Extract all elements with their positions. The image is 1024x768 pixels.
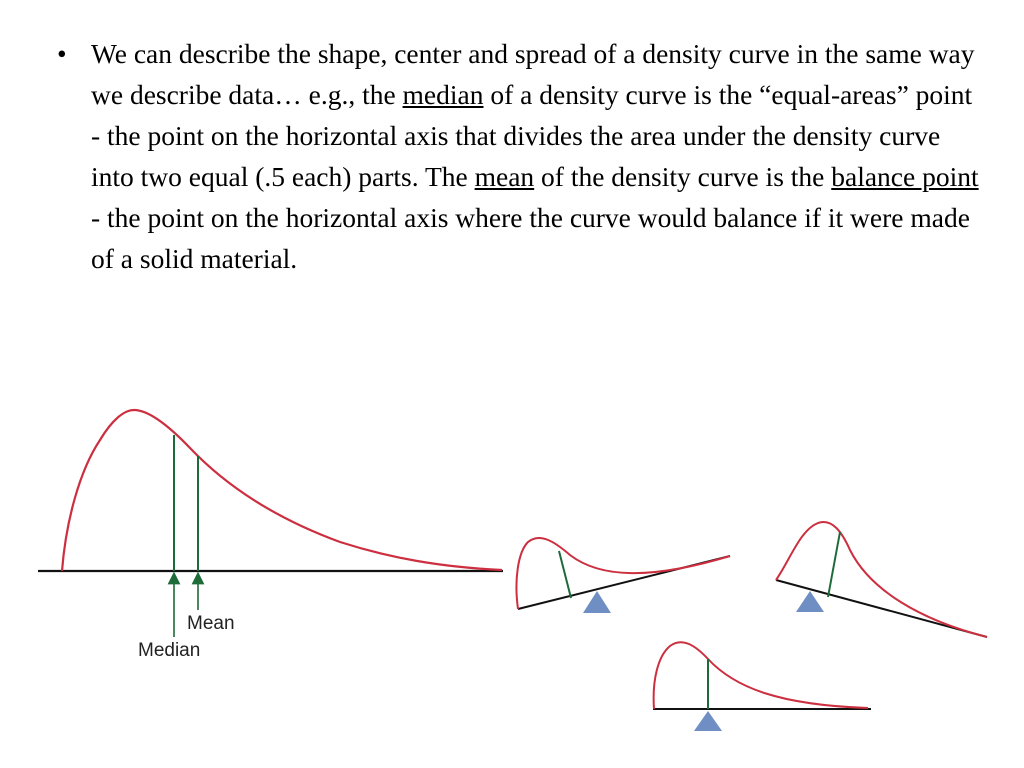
balanced-figure [653, 642, 871, 731]
balanced-fulcrum [694, 711, 722, 731]
tilted-left-curve [516, 538, 730, 609]
text-segment: of a density curve is the “equal-areas” point - the point on the horizontal axis that divides the area under the density curve into two equal (.5 each) parts. The [91, 79, 973, 192]
tilted-left-marker [559, 551, 571, 598]
text-segment: We can describe the shape, center and spread of a density curve in the same way we describe data… e.g., the [91, 38, 975, 110]
median-label: Median [138, 640, 201, 661]
mean-term: mean [474, 161, 535, 192]
tilted-left-figure [516, 538, 730, 613]
tilted-right-curve [776, 522, 987, 637]
tilted-right-marker [828, 532, 840, 597]
mean-label: Mean [187, 613, 235, 634]
text-segment: - the point on the horizontal axis where the curve would balance if it were made of a solid material. [91, 202, 970, 274]
bullet-marker: • [57, 38, 67, 69]
balanced-curve [654, 642, 868, 709]
median-term: median [402, 79, 484, 110]
main-density-curve [62, 410, 502, 571]
tilted-right-fulcrum [796, 591, 824, 612]
main-density-figure [38, 410, 503, 661]
tilted-left-fulcrum [583, 591, 611, 613]
tilted-right-figure [776, 522, 987, 637]
text-segment: of the density curve is the [534, 161, 832, 192]
balance-point-term: balance point [831, 161, 979, 192]
